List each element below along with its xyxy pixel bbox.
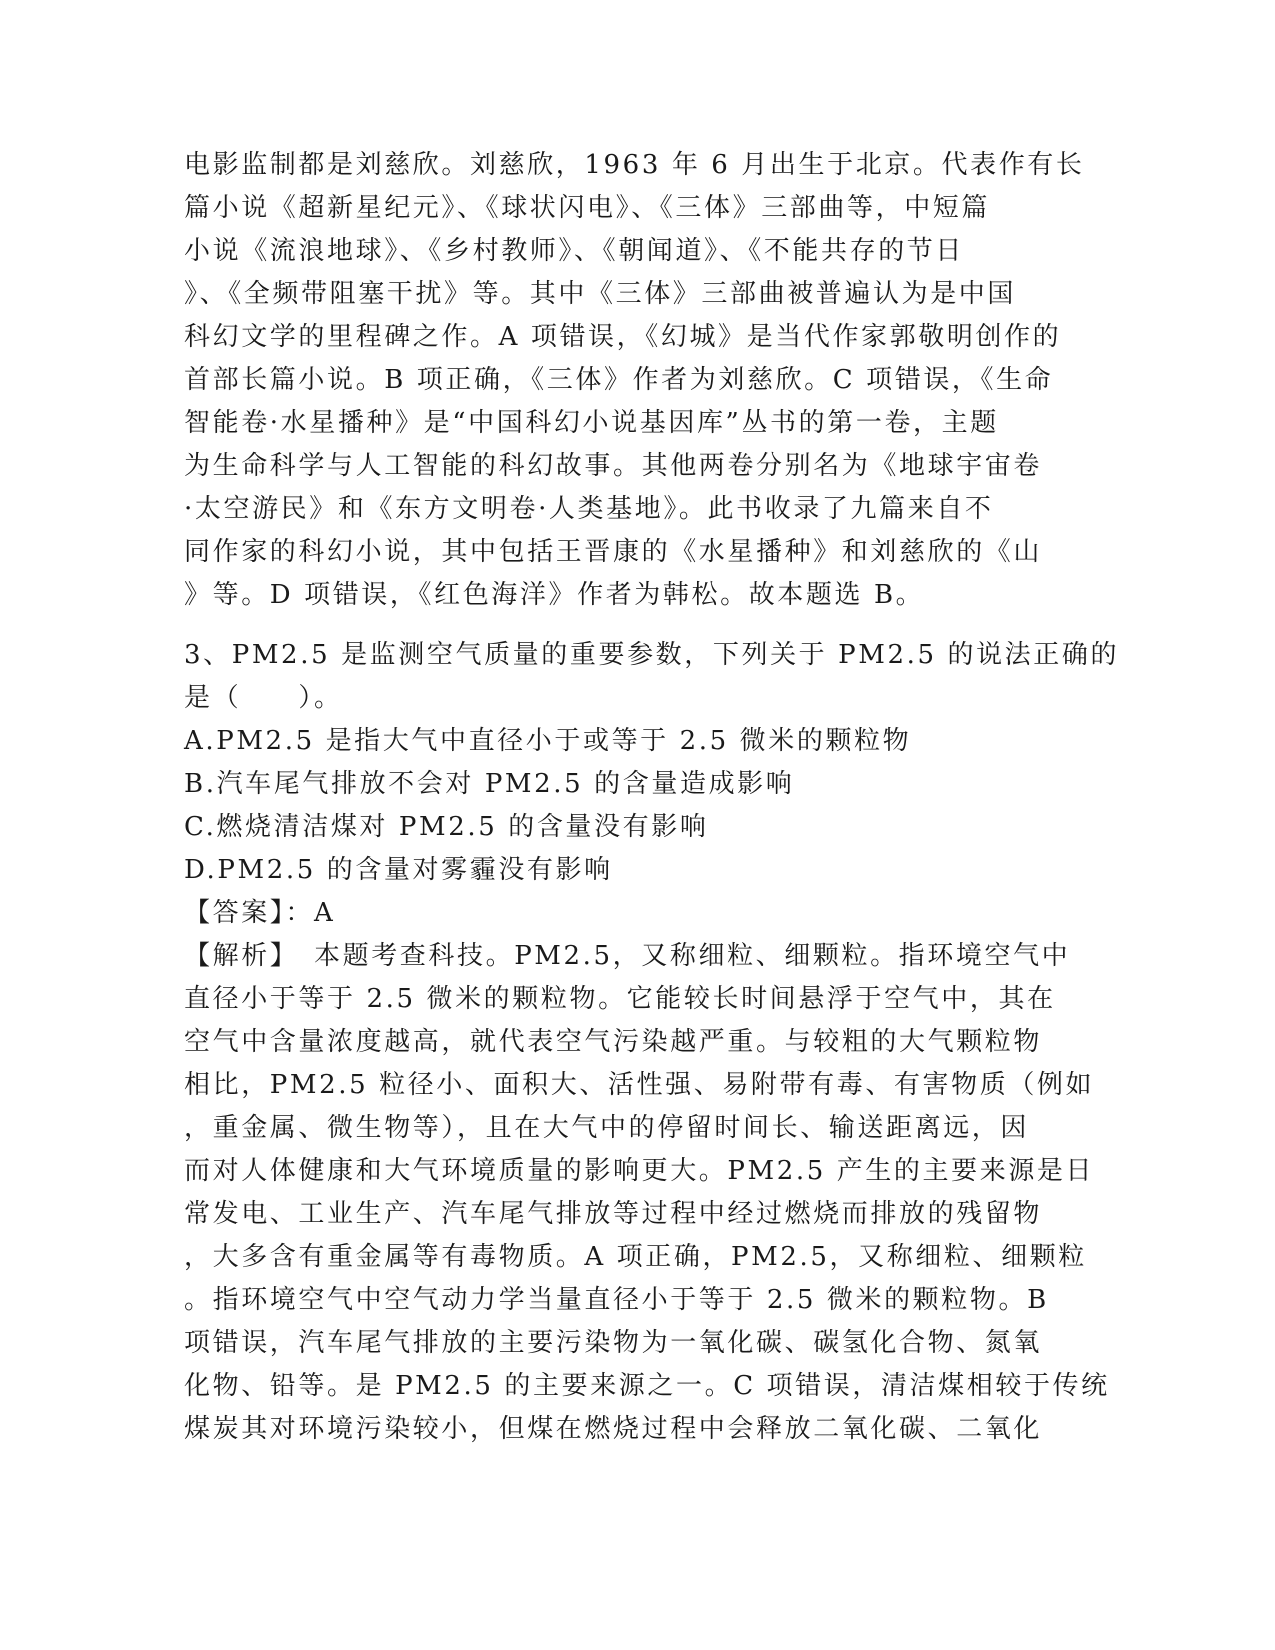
option-b: B.汽车尾气排放不会对 PM2.5 的含量造成影响 <box>184 769 795 799</box>
analysis-line: 而对人体健康和大气环境质量的影响更大。PM2.5 产生的主要来源是日 <box>184 1156 1095 1186</box>
analysis-line: 直径小于等于 2.5 微米的颗粒物。它能较长时间悬浮于空气中，其在 <box>184 984 1056 1014</box>
text-line: 篇小说《超新星纪元》、《球状闪电》、《三体》三部曲等，中短篇 <box>184 193 991 223</box>
question-stem-line: 是（ ）。 <box>184 683 343 713</box>
text-line: 首部长篇小说。B 项正确，《三体》作者为刘慈欣。C 项错误，《生命 <box>184 365 1054 395</box>
analysis-line: 项错误，汽车尾气排放的主要污染物为一氧化碳、碳氢化合物、氮氧 <box>184 1328 1043 1358</box>
text-line: 智能卷·水星播种》是“中国科幻小说基因库”丛书的第一卷，主题 <box>184 408 999 438</box>
answer: 【答案】：A <box>184 898 336 928</box>
option-c: C.燃烧清洁煤对 PM2.5 的含量没有影响 <box>184 812 709 842</box>
analysis-line: ，重金属、微生物等），且在大气中的停留时间长、输送距离远，因 <box>184 1113 1030 1143</box>
analysis-line: 。指环境空气中空气动力学当量直径小于等于 2.5 微米的颗粒物。B <box>184 1285 1049 1315</box>
analysis-line: ，大多含有重金属等有毒物质。A 项正确，PM2.5，又称细粒、细颗粒 <box>184 1242 1087 1272</box>
text-line: ·太空游民》和《东方文明卷·人类基地》。此书收录了九篇来自不 <box>184 494 994 524</box>
analysis <box>184 935 1110 1451</box>
text-line: 》、《全频带阻塞干扰》等。其中《三体》三部曲被普遍认为是中国 <box>184 279 1017 309</box>
paragraph-gap <box>184 617 1084 634</box>
document-page <box>184 144 1120 1451</box>
text-line: 为生命科学与人工智能的科幻故事。其他两卷分别名为《地球宇宙卷 <box>184 451 1043 481</box>
text-line: 小说《流浪地球》、《乡村教师》、《朝闻道》、《不能共存的节日 <box>184 236 965 266</box>
text-line: 》等。D 项错误，《红色海洋》作者为韩松。故本题选 B。 <box>184 580 925 610</box>
option-a: A.PM2.5 是指大气中直径小于或等于 2.5 微米的颗粒物 <box>184 726 912 756</box>
text-line: 电影监制都是刘慈欣。刘慈欣，1963 年 6 月出生于北京。代表作有长 <box>184 150 1085 180</box>
question-stem-line: 3、PM2.5 是监测空气质量的重要参数，下列关于 PM2.5 的说法正确的 <box>184 640 1120 670</box>
analysis-line: 化物、铅等。是 PM2.5 的主要来源之一。C 项错误，清洁煤相较于传统 <box>184 1371 1110 1401</box>
analysis-line: 空气中含量浓度越高，就代表空气污染越严重。与较粗的大气颗粒物 <box>184 1027 1043 1057</box>
text-line: 同作家的科幻小说，其中包括王晋康的《水星播种》和刘慈欣的《山 <box>184 537 1043 567</box>
question-3 <box>184 634 1120 1451</box>
analysis-line: 常发电、工业生产、汽车尾气排放等过程中经过燃烧而排放的残留物 <box>184 1199 1043 1229</box>
previous-explanation <box>184 144 1084 617</box>
text-line: 科幻文学的里程碑之作。A 项错误，《幻城》是当代作家郭敬明创作的 <box>184 322 1062 352</box>
analysis-line: 相比，PM2.5 粒径小、面积大、活性强、易附带有毒、有害物质（例如 <box>184 1070 1095 1100</box>
analysis-line: 煤炭其对环境污染较小，但煤在燃烧过程中会释放二氧化碳、二氧化 <box>184 1414 1043 1444</box>
analysis-line: 【解析】 本题考查科技。PM2.5，又称细粒、细颗粒。指环境空气中 <box>184 941 1071 971</box>
option-d: D.PM2.5 的含量对雾霾没有影响 <box>184 855 613 885</box>
